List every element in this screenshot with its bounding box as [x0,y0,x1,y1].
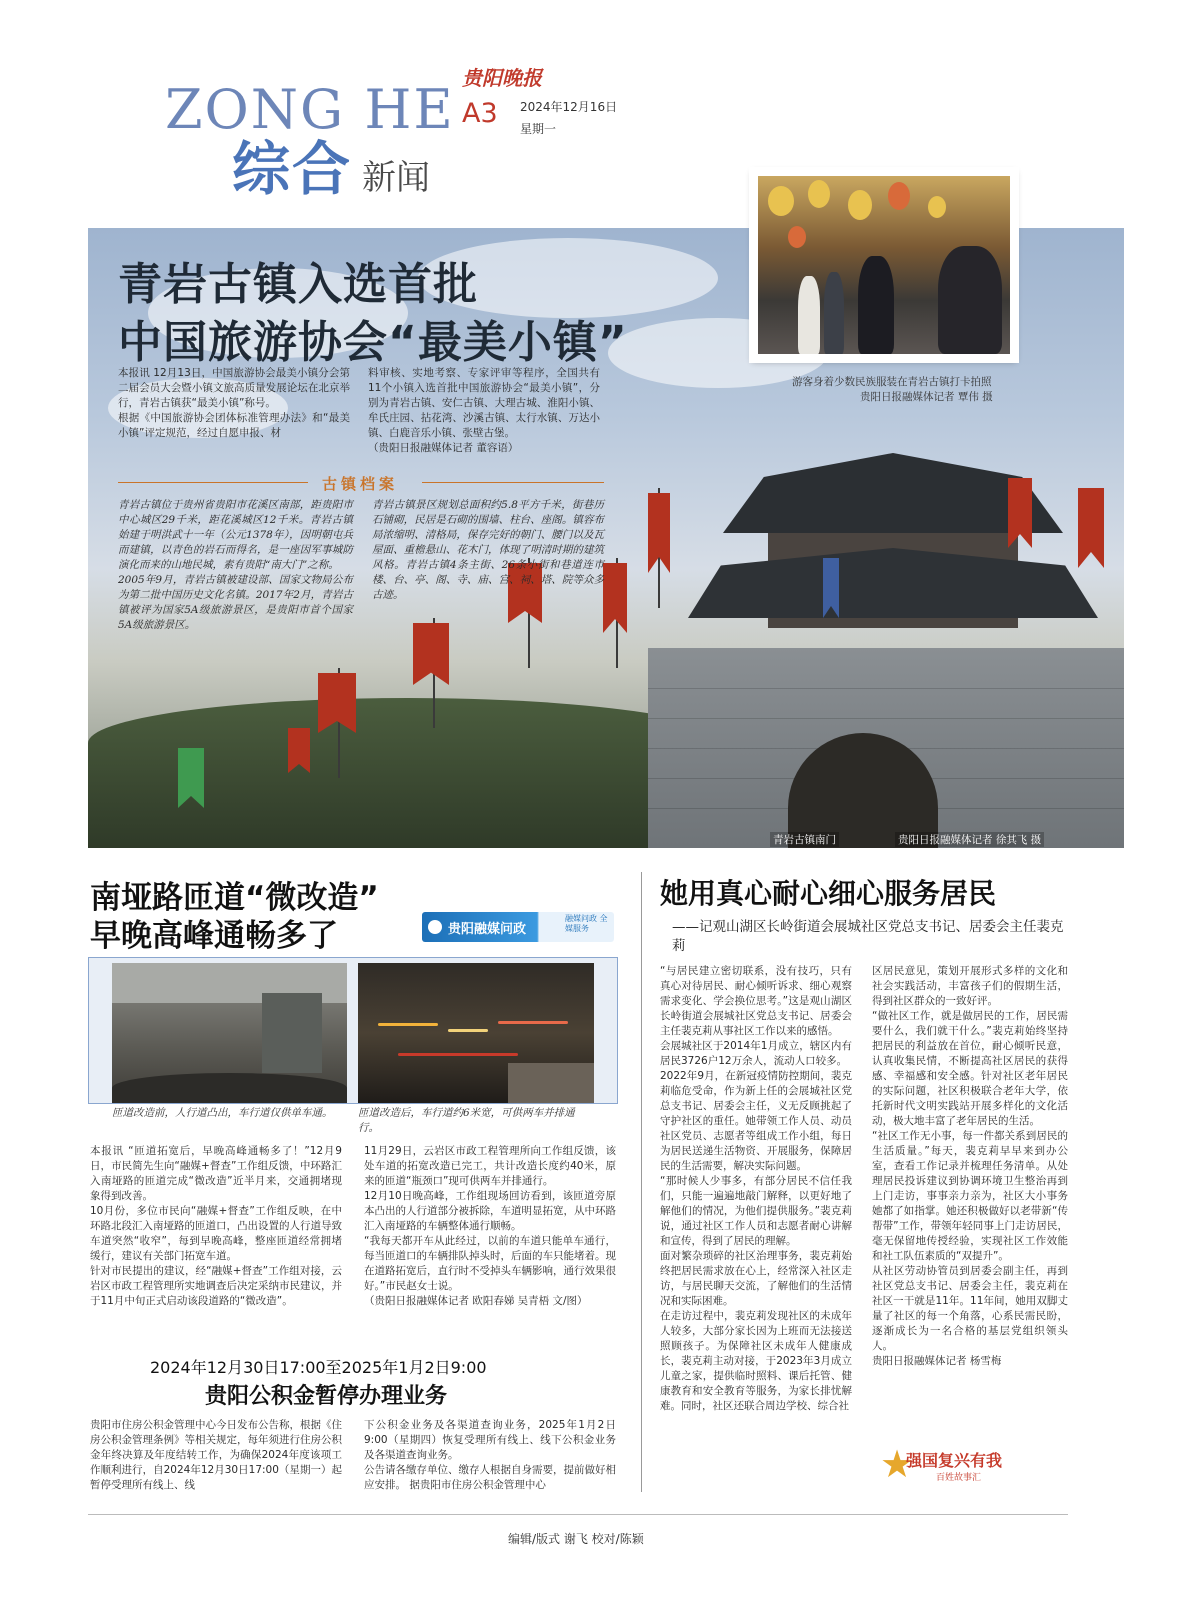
masthead-section: 综合 [232,135,353,203]
photo-after-caption: 匝道改造后，车行道约6米宽，可供两车并排通行。 [358,1107,575,1134]
lead-paragraph-right: 料审核、实地考察、专家评审等程序，全国共有11个小镇入选首批中国旅游协会“最美小镇”，分别为青岩古镇、安仁古镇、大理古城、淮阳小镇、牟氏庄园、拈花湾、沙溪古镇、太行水镇、万达小镇、白鹿音乐小镇、张壁古堡。 （贵阳日报融媒体记者 董容语） [368,367,600,454]
lead-headline-line1: 青岩古镇入选首批 [118,259,478,310]
notice-column-1: 贵阳市住房公积金管理中心今日发布公告称，根据《住房公积金管理条例》等相关规定，每年须进行住房公积金年终决算及年度结转工作，为确保2024年度该项工作顺利进行，自2024年12月30日17:00（星期一）起暂停受理所有线上、线 [90,1419,342,1491]
editor-credits: 编辑/版式 谢飞 校对/陈颖 [508,1532,644,1546]
hero-caption: 青岩古镇南门 [770,832,839,847]
footer-rule [88,1514,1068,1515]
archive-text-left: 青岩古镇位于贵州省贵阳市花溪区南部，距贵阳市中心城区29千米，距花溪城区12千米。青岩古镇始建于明洪武十一年（公元1378年），因明朝屯兵而建镇，以青色的岩石而得名，是一座因军事城防演化而来的山地民城，素有贵阳“南大门”之称。 2005年9月，青岩古镇被建设部、国家文物局公布为第二批中国历史文化名镇。2017年2月，青岩古镇被评为国家5A级旅游景区，是贵阳市首个国家5A级旅游景区。 [118,499,353,631]
story2-headline-line2: 早晚高峰通畅多了 [90,918,338,954]
archive-text-right: 青岩古镇景区规划总面积约5.8平方千米，街巷历石铺砌，民居是石砌的围墙、柱台、座阁。镇容布局浓缩明、清格局，保存完好的朝门、腰门以及瓦屋面、重檐悬山、花木门，体现了明清时期的建筑风格。青岩古镇4条主街、26条小街和巷道连市楼、台、亭、阁、寺、庙、宫、祠、塔、院等众多古迹。 [372,499,604,601]
story3-headline: 她用真心耐心细心服务居民 [660,877,997,910]
lead-paragraph-left: 本报讯 12月13日，中国旅游协会最美小镇分会第二届会员大会暨小镇文旅高质量发展论坛在北京举行，青岩古镇获“最美小镇”称号。 根据《中国旅游协会团体标准管理办法》和“最美小镇”评定规范，经过自愿申报、材 [118,367,350,439]
masthead-latin: ZONG HE [165,78,455,141]
publication-date: 2024年12月16日 [520,100,618,114]
photo-before [112,963,347,1103]
story3-column-1: “与居民建立密切联系，没有技巧，只有真心对待居民、耐心倾听诉求、细心观察需求变化、学会换位思考。”这是观山湖区长岭街道会展城社区党总支书记、居委会主任裴克莉从事社区工作以来的感悟。 会展城社区于2014年1月成立，辖区内有居民3726户12万余人，流动人口较多。 2022年9月，在新冠疫情防控期间，裴克莉临危受命，作为新上任的会展城社区党总支书记、居委会主任，义无反顾挑起了守护社区的重任。她带领工作人员、动员社区党员、志愿者等组成工作小组，每日为居民送递生活物资、开展服务，保障居民的生活需要，解决实际问题。 “那时候人少事多，有部分居民不信任我们，只能一遍遍地敲门解释，以更好地了解他们的情况，为他们提供服务。”裴克莉说，通过社区工作人员和志愿者耐心讲解和宣传，得到了居民的理解。 面对繁杂琐碎的社区治理事务，裴克莉始终把居民需求放在心上，经常深入社区走访，与居民聊天交流，了解他们的生活情况和实际困难。 在走访过程中，裴克莉发现社区的未成年人较多，大部分家长因为上班而无法接送照顾孩子。为保障社区未成年人健康成长，裴克莉主动对接，于2023年3月成立儿童之家，提供临时照料、课后托管、健康教育和安全教育等服务，为家长排忧解难。同时，社区还联合周边学校、综合社 [660,965,852,1412]
notice-date-line: 2024年12月30日17:00至2025年1月2日9:00 [150,1358,487,1377]
column-badge-subtitle: 百姓故事汇 [936,1473,982,1483]
gate-roof-lower [688,548,1098,618]
story2-headline-line1: 南垭路匝道“微改造” [90,880,379,916]
inset-photo-credit: 贵阳日报融媒体记者 覃伟 摄 [860,391,993,403]
story2-column-2: 11月29日，云岩区市政工程管理所向工作组反馈，该处车道的拓宽改造已完工，共计改造长度约40米，原来的匝道“瓶颈口”现可供两车并排通行。 12月10日晚高峰，工作组现场回访看到，该匝道旁原本凸出的人行道部分被拆除，车道明显拓宽，从中环路汇入南垭路的车辆整体通行顺畅。 “我每天都开车从此经过，以前的车道只能单车通行，每当匝道口的车辆排队掉头时，后面的车只能堵着。现在道路拓宽后，直行时不受掉头车辆影响，通行效果很好。”市民赵女士说。 （贵阳日报融媒体记者 欧阳春娣 吴青梧 文/图） [364,1145,616,1307]
inset-caption: 游客身着少数民族服装在青岩古镇打卡拍照 [792,376,992,388]
photo-after [358,963,594,1103]
masthead-subsection: 新闻 [362,158,430,198]
lead-headline-line2: 中国旅游协会“最美小镇” [118,317,628,368]
rongmei-badge-label: 贵阳融媒问政 [448,922,527,937]
notice-column-2: 下公积金业务及各渠道查询业务，2025年1月2日9:00（星期四）恢复受理所有线上、线下公积金业务及各渠道查询业务。 公告请各缴存单位、缴存人根据自身需要，提前做好相应安排。 据贵阳市住房公积金管理中心 [364,1419,616,1491]
star-icon: ★ [880,1442,915,1486]
rongmei-badge-side: 融媒问政 全媒服务 [565,914,608,933]
archive-label: 古镇档案 [322,475,399,493]
hero-photo-credit: 贵阳日报融媒体记者 徐其飞 摄 [895,832,1044,847]
paper-name: 贵阳晚报 [462,66,542,90]
notice-headline: 贵阳公积金暂停办理业务 [205,1384,448,1409]
inset-photo [758,176,1010,354]
column-badge-title: 强国复兴有我 [906,1451,1003,1470]
story2-column-1: 本报讯 “匝道拓宽后，早晚高峰通畅多了！”12月9日，市民简先生向“融媒+督查”工作组反馈，中环路汇入南垭路的匝道完成“微改造”近半月来，交通拥堵现象得到改善。 10月份，多位市民向“融媒+督查”工作组反映，在中环路北段汇入南垭路的匝道口，凸出设置的人行道导致车道突然“收窄”，每到早晚高峰，整座匝道经常拥堵缓行，建议有关部门拓宽车道。 针对市民提出的建议，经“融媒+督查”工作组对接，云岩区市政工程管理所实地调查后决定采纳市民建议，并于11月中旬正式启动该段道路的“微改造”。 [90,1145,342,1307]
column-divider [641,872,642,1492]
weekday: 星期一 [520,122,557,136]
rongmei-logo-icon [428,920,442,934]
story3-subheadline: ——记观山湖区长岭街道会展城社区党总支书记、居委会主任裴克莉 [672,919,1064,954]
story3-column-2: 区居民意见，策划开展形式多样的文化和社会实践活动，丰富孩子们的假期生活，得到社区群众的一致好评。 “做社区工作，就是做居民的工作，居民需要什么，我们就干什么。”裴克莉始终坚持把居民的利益放在首位，耐心倾听民意，认真收集民情，不断提高社区居民的获得感、幸福感和安全感。针对社区老年居民的实际问题，社区积极联合老年大学，依托新时代文明实践站开展多样化的文化活动，极大地丰富了老年居民的生活。 “社区工作无小事，每一件都关系到居民的生活质量。”每天，裴克莉早早来到办公室，查看工作记录并梳理任务清单。从处理居民投诉建议到协调环境卫生整治再到上门走访，事事亲力亲为，社区大小事务她都了如指掌。她还积极做好以老带新“传帮带”工作，带领年轻同事上门走访居民，毫无保留地传授经验，实现社区工作效能和社工队伍素质的“双提升”。 从社区劳动协管员到居委会副主任，再到社区党总支书记、居委会主任，裴克莉在社区一干就是11年。11年间，她用双脚丈量了社区的每一个角落，心系民需民盼，逐渐成长为一名合格的基层党组织领头人。 贵阳日报融媒体记者 杨雪梅 [872,965,1068,1367]
page-number: A3 [462,98,498,129]
photo-before-caption: 匝道改造前，人行道凸出，车行道仅供单车通。 [112,1107,333,1119]
